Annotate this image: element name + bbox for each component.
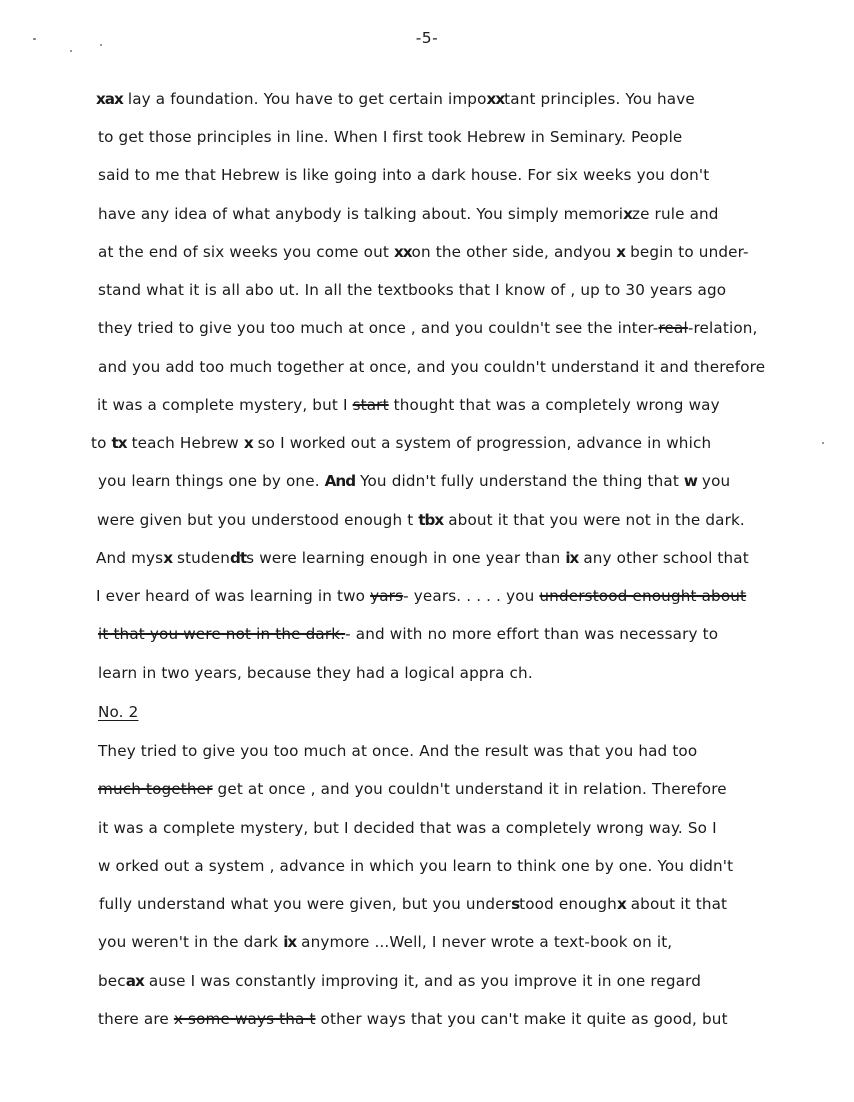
line-text: stand what it is all abo ut. In all the textbooks that I know of , up to 30 years ago xyxy=(98,281,727,299)
line-text: learn in two years, because they had a logical appra ch. xyxy=(98,664,533,682)
line-text: fully understand what you were given, but you under xyxy=(99,895,512,913)
line-text: about it that xyxy=(625,895,728,913)
text-line xyxy=(97,511,745,529)
line-text: said to me that Hebrew is like going into a dark house. For six weeks you don't xyxy=(98,166,710,184)
line-text: they tried to give you too much at once , and you couldn't see the inter- xyxy=(98,319,659,337)
line-text: you weren't in the dark xyxy=(98,933,284,951)
line-text: to xyxy=(91,434,112,452)
text-line xyxy=(97,396,720,414)
line-text: -relation, xyxy=(687,319,758,337)
line-text: you xyxy=(696,472,731,490)
line-text: And mys xyxy=(96,549,164,567)
line-text: begin to under- xyxy=(625,243,749,261)
text-line xyxy=(96,90,695,108)
typed-over-text: x xyxy=(616,243,626,261)
line-text: lay a foundation. You have to get certain impo xyxy=(122,90,487,108)
line-text: other ways that you can't make it quite as good, but xyxy=(315,1010,728,1028)
text-line xyxy=(98,243,749,261)
line-text: anymore ...Well, I never wrote a text-book on it, xyxy=(296,933,673,951)
typed-over-text: xx xyxy=(393,243,412,261)
text-line xyxy=(98,166,709,184)
line-text: were given but you understood enough t xyxy=(97,511,419,529)
text-line xyxy=(98,742,697,760)
typed-over-text: w xyxy=(683,472,697,490)
typed-over-text: x xyxy=(163,549,173,567)
line-text: to get those principles in line. When I first took Hebrew in Seminary. People xyxy=(98,128,683,146)
typed-over-text: x xyxy=(243,434,253,452)
text-line xyxy=(99,895,727,913)
line-text: so I worked out a system of progression, advance in which xyxy=(252,434,712,452)
line-text: thought that was a completely wrong way xyxy=(388,396,720,414)
line-text: s were learning enough in one year than xyxy=(246,549,566,567)
typed-over-text: xx xyxy=(486,90,505,108)
typed-over-text: ax xyxy=(125,972,144,990)
struck-text: understood enought about xyxy=(539,587,747,605)
text-line xyxy=(98,819,717,837)
line-text: on the other side, andyou xyxy=(411,243,617,261)
typed-over-text: ix xyxy=(565,549,579,567)
line-text: - and with no more effort than was necessary to xyxy=(345,625,719,643)
line-text: teach Hebrew xyxy=(126,434,244,452)
typed-over-text: xax xyxy=(96,90,123,108)
text-line xyxy=(98,319,758,337)
line-text: ze rule and xyxy=(631,205,719,223)
line-text: and you add too much together at once, and you couldn't understand it and therefore xyxy=(98,358,766,376)
struck-text: real xyxy=(658,319,688,337)
text-line xyxy=(98,857,733,875)
margin-speck xyxy=(822,442,824,444)
line-text: about it that you were not in the dark. xyxy=(443,511,745,529)
line-text: They tried to give you too much at once. And the result was that you had too xyxy=(98,742,698,760)
text-line xyxy=(98,205,719,223)
section-heading: No. 2 xyxy=(98,703,139,721)
line-text: there are xyxy=(98,1010,174,1028)
line-text: w orked out a system , advance in which you learn to think one by one. You didn't xyxy=(98,857,734,875)
struck-text: x some ways tha t xyxy=(173,1010,316,1028)
typed-over-text: tx xyxy=(111,434,127,452)
line-text: - years. . . . . you xyxy=(403,587,540,605)
typed-over-text: And xyxy=(324,472,356,490)
line-text: any other school that xyxy=(578,549,749,567)
line-text: it was a complete mystery, but I decided that was a completely wrong way. So I xyxy=(98,819,717,837)
text-line xyxy=(98,780,727,798)
line-text: studen xyxy=(172,549,231,567)
text-line xyxy=(98,972,701,990)
text-line xyxy=(96,587,746,605)
line-text: you learn things one by one. xyxy=(98,472,325,490)
line-text: bec xyxy=(98,972,126,990)
line-text: it was a complete mystery, but I xyxy=(97,396,353,414)
text-line xyxy=(98,933,672,951)
text-line xyxy=(98,625,718,643)
typed-over-text: ix xyxy=(283,933,297,951)
struck-text: much together xyxy=(98,780,213,798)
typed-over-text: x xyxy=(623,205,632,223)
text-line xyxy=(98,358,765,376)
typed-over-text: x xyxy=(616,895,626,913)
line-text: ause I was constantly improving it, and as you improve it in one regard xyxy=(143,972,702,990)
line-text: get at once , and you couldn't understand it in relation. Therefore xyxy=(212,780,727,798)
struck-text: it that you were not in the dark. xyxy=(98,625,346,643)
line-text: I ever heard of was learning in two xyxy=(96,587,371,605)
text-line xyxy=(96,549,749,567)
struck-text: yars xyxy=(370,587,404,605)
typed-over-text: dt xyxy=(230,549,247,567)
text-line xyxy=(98,128,682,146)
text-line xyxy=(91,434,711,452)
line-text: You didn't fully understand the thing that xyxy=(355,472,684,490)
text-line xyxy=(98,1010,728,1028)
page-number: -5- xyxy=(415,29,439,47)
struck-text: start xyxy=(352,396,389,414)
margin-speck xyxy=(70,50,72,52)
typed-over-text: tbx xyxy=(418,511,444,529)
text-line xyxy=(98,664,533,682)
text-line xyxy=(98,281,726,299)
line-text: have any idea of what anybody is talking about. You simply memori xyxy=(98,205,624,223)
line-text: at the end of six weeks you come out xyxy=(98,243,394,261)
text-line xyxy=(98,472,730,490)
line-text: tant principles. You have xyxy=(504,90,695,108)
typed-over-text: s xyxy=(511,895,520,913)
line-text: tood enough xyxy=(519,895,617,913)
